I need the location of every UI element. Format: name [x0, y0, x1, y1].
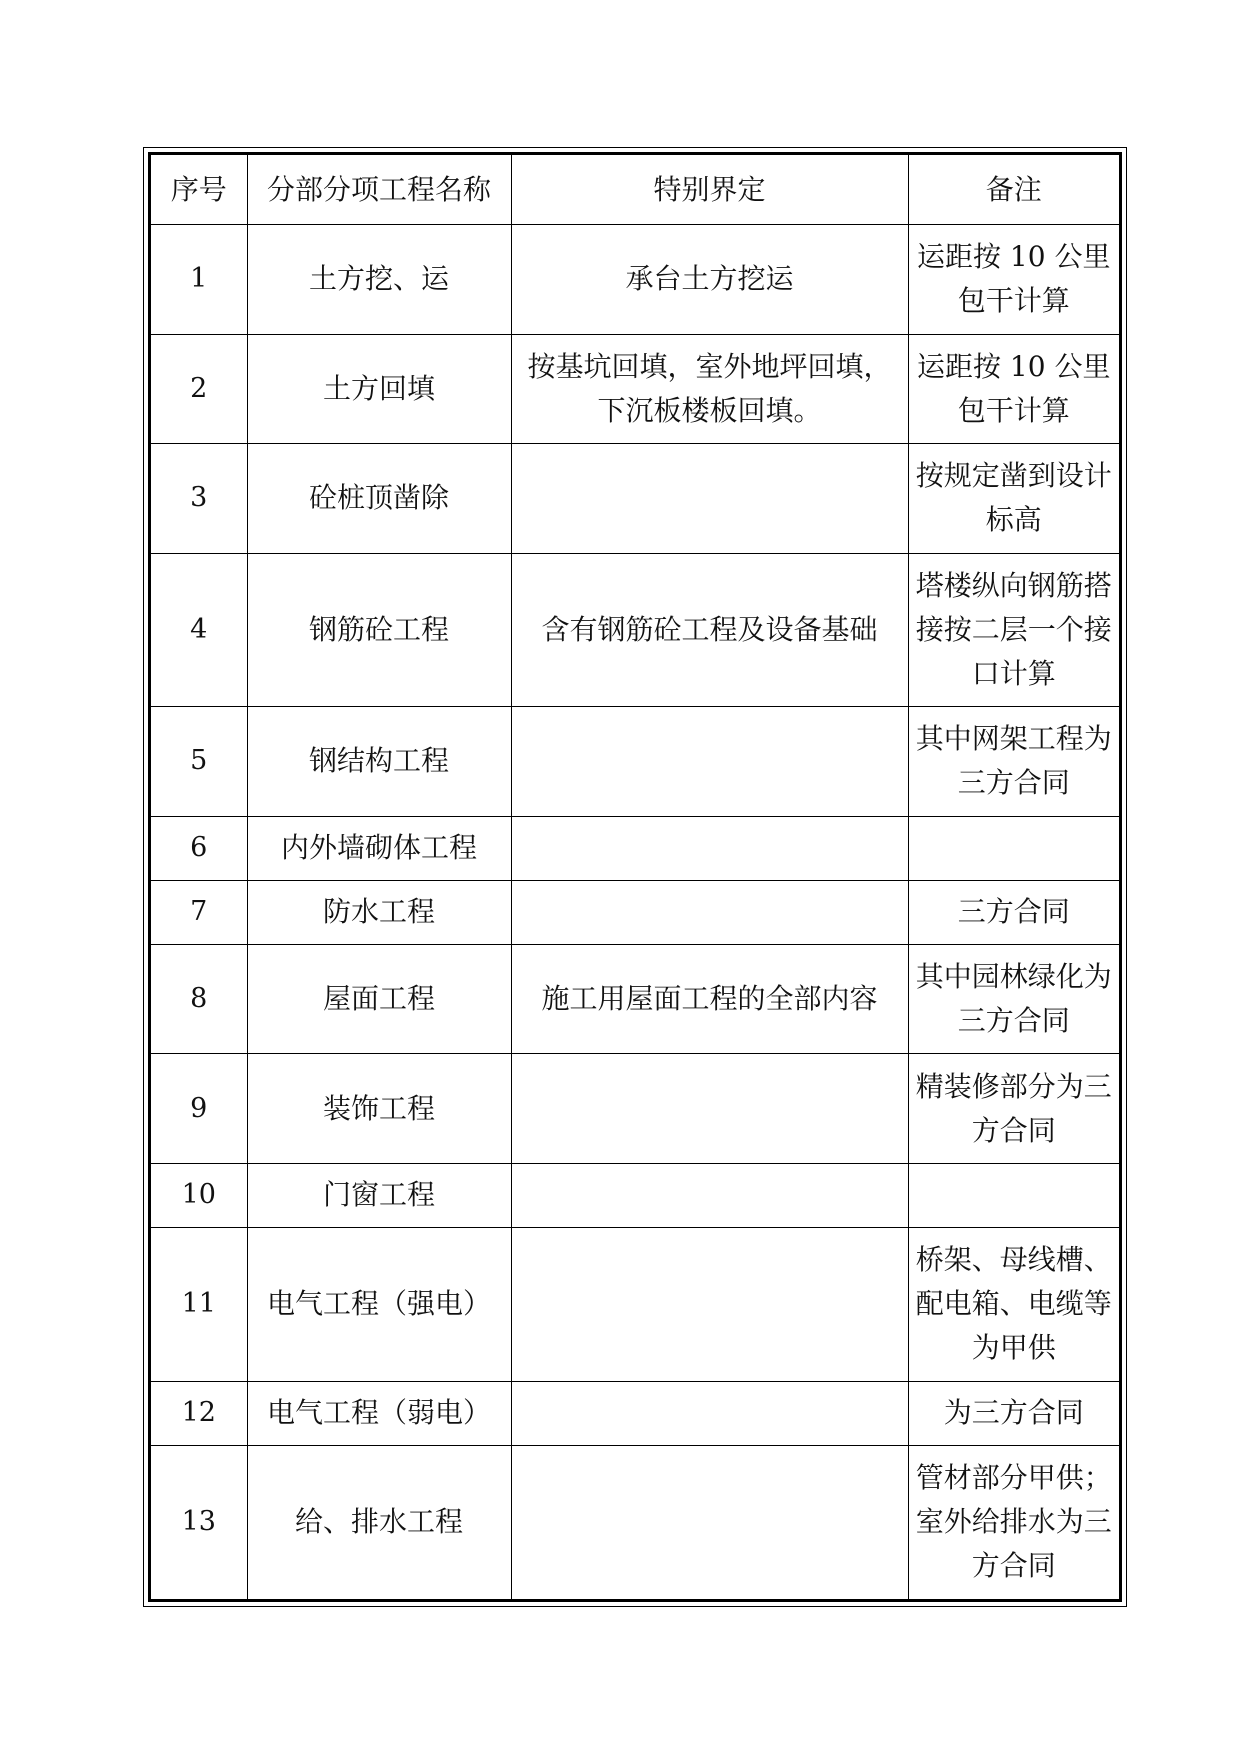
- row-name: 土方挖、运: [247, 225, 511, 334]
- row-name: 电气工程（弱电）: [247, 1381, 511, 1445]
- header-seq: 序号: [151, 155, 247, 225]
- scope-table-border: [148, 152, 1122, 1602]
- table-row: [151, 1054, 1119, 1163]
- row-definition: [511, 1381, 908, 1445]
- row-seq: 7: [151, 880, 247, 944]
- table-row: [151, 1445, 1119, 1599]
- row-seq: 10: [151, 1163, 247, 1227]
- row-definition: [511, 707, 908, 816]
- header-note: 备注: [908, 155, 1119, 225]
- table-row: [151, 1381, 1119, 1445]
- scope-table-frame: [143, 147, 1127, 1607]
- row-definition: [511, 444, 908, 553]
- row-definition: [511, 880, 908, 944]
- row-definition: [511, 1163, 908, 1227]
- row-name: 土方回填: [247, 334, 511, 443]
- row-name: 砼桩顶凿除: [247, 444, 511, 553]
- row-note: 精装修部分为三方合同: [908, 1054, 1119, 1163]
- row-name: 电气工程（强电）: [247, 1227, 511, 1381]
- row-name: 给、排水工程: [247, 1445, 511, 1599]
- row-name: 装饰工程: [247, 1054, 511, 1163]
- row-note: 塔楼纵向钢筋搭接按二层一个接口计算: [908, 553, 1119, 707]
- table-row: [151, 707, 1119, 816]
- row-definition: 承台土方挖运: [511, 225, 908, 334]
- row-seq: 1: [151, 225, 247, 334]
- row-definition: 施工用屋面工程的全部内容: [511, 944, 908, 1053]
- table-row: [151, 816, 1119, 880]
- row-definition: [511, 816, 908, 880]
- row-definition: [511, 1445, 908, 1599]
- row-definition: 按基坑回填，室外地坪回填，下沉板楼板回填。: [511, 334, 908, 443]
- row-note: [908, 1163, 1119, 1227]
- row-note: 管材部分甲供；室外给排水为三方合同: [908, 1445, 1119, 1599]
- row-name: 防水工程: [247, 880, 511, 944]
- row-note: 运距按 10 公里包干计算: [908, 334, 1119, 443]
- scope-table: [151, 155, 1119, 1599]
- row-seq: 11: [151, 1227, 247, 1381]
- row-seq: 13: [151, 1445, 247, 1599]
- row-name: 门窗工程: [247, 1163, 511, 1227]
- row-seq: 4: [151, 553, 247, 707]
- row-name: 钢筋砼工程: [247, 553, 511, 707]
- row-seq: 9: [151, 1054, 247, 1163]
- table-row: [151, 880, 1119, 944]
- header-definition: 特别界定: [511, 155, 908, 225]
- table-row: [151, 944, 1119, 1053]
- row-note: 运距按 10 公里包干计算: [908, 225, 1119, 334]
- header-name: 分部分项工程名称: [247, 155, 511, 225]
- row-definition: [511, 1227, 908, 1381]
- row-definition: [511, 1054, 908, 1163]
- row-name: 屋面工程: [247, 944, 511, 1053]
- row-name: 钢结构工程: [247, 707, 511, 816]
- row-name: 内外墙砌体工程: [247, 816, 511, 880]
- row-definition: 含有钢筋砼工程及设备基础: [511, 553, 908, 707]
- table-row: [151, 1227, 1119, 1381]
- table-row: [151, 334, 1119, 443]
- row-seq: 12: [151, 1381, 247, 1445]
- row-note: 按规定凿到设计标高: [908, 444, 1119, 553]
- row-note: 三方合同: [908, 880, 1119, 944]
- table-row: [151, 1163, 1119, 1227]
- table-row: [151, 225, 1119, 334]
- row-note: 为三方合同: [908, 1381, 1119, 1445]
- row-seq: 8: [151, 944, 247, 1053]
- row-seq: 6: [151, 816, 247, 880]
- row-note: 其中园林绿化为三方合同: [908, 944, 1119, 1053]
- row-seq: 2: [151, 334, 247, 443]
- table-row: [151, 444, 1119, 553]
- row-seq: 5: [151, 707, 247, 816]
- row-note: 其中网架工程为三方合同: [908, 707, 1119, 816]
- header-row: [151, 155, 1119, 225]
- row-note: 桥架、母线槽、配电箱、电缆等为甲供: [908, 1227, 1119, 1381]
- row-seq: 3: [151, 444, 247, 553]
- row-note: [908, 816, 1119, 880]
- table-row: [151, 553, 1119, 707]
